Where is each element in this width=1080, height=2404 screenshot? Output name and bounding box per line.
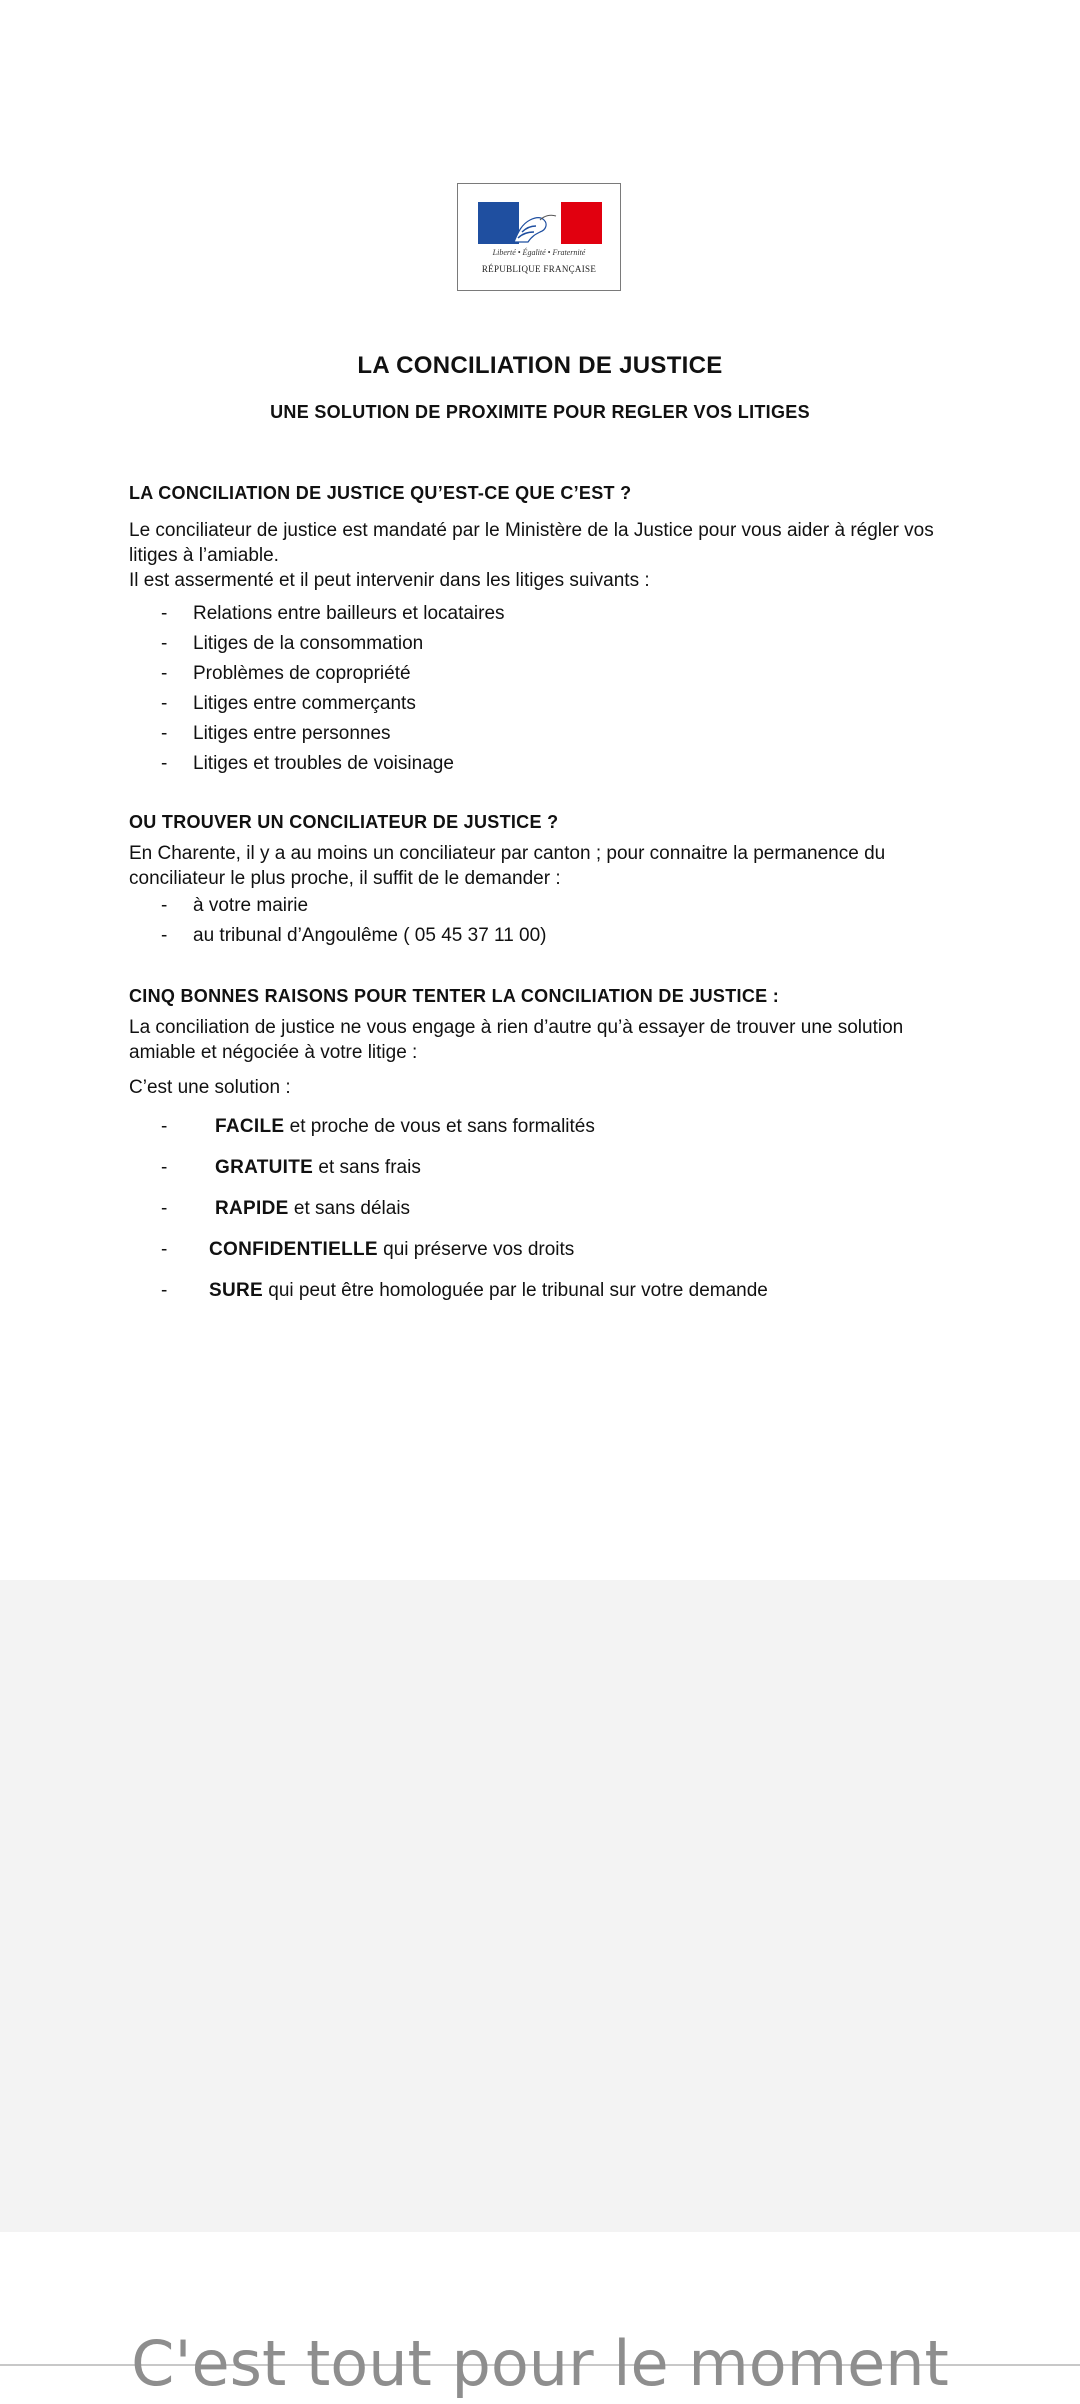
dash-bullet: - xyxy=(161,1157,168,1178)
list-item-text: Relations entre bailleurs et locataires xyxy=(193,603,505,624)
section-heading-what: LA CONCILIATION DE JUSTICE QU’EST-CE QUE C’EST ? xyxy=(129,483,632,503)
reason-keyword: SURE xyxy=(209,1280,263,1301)
marianne-flag-icon xyxy=(478,202,602,244)
list-item xyxy=(129,1147,949,1188)
list-item xyxy=(129,1188,949,1229)
section-paragraph: Il est assermenté et il peut intervenir dans les litiges suivants : xyxy=(129,570,650,591)
locations-list xyxy=(129,891,949,951)
dash-bullet: - xyxy=(161,1280,168,1301)
republique-francaise-logo xyxy=(457,183,621,291)
reason-text: et sans délais xyxy=(288,1198,411,1219)
reason-text: et sans frais xyxy=(313,1157,421,1178)
section-heading-reasons: CINQ BONNES RAISONS POUR TENTER LA CONCILIATION DE JUSTICE : xyxy=(129,986,780,1006)
list-item xyxy=(129,1270,949,1311)
reason-keyword: RAPIDE xyxy=(215,1198,289,1219)
page-subtitle: UNE SOLUTION DE PROXIMITE POUR REGLER VOS LITIGES xyxy=(270,402,810,422)
list-item-text: Litiges et troubles de voisinage xyxy=(193,753,454,774)
list-item-text: au tribunal d’Angoulême ( 05 45 37 11 00) xyxy=(193,925,547,946)
document-content xyxy=(129,478,949,1311)
section-paragraph: Le conciliateur de justice est mandaté par le Ministère de la Justice pour vous aider à régler vos litiges à l’amiable. xyxy=(129,520,934,566)
dash-bullet: - xyxy=(161,633,168,654)
section-paragraph: C’est une solution : xyxy=(129,1077,291,1098)
list-item xyxy=(129,599,949,629)
list-item xyxy=(129,1106,949,1147)
section-paragraph: La conciliation de justice ne vous engage à rien d’autre qu’à essayer de trouver une solution amiable et négociée à votre litige : xyxy=(129,1017,904,1063)
list-item xyxy=(129,921,949,951)
reason-text: qui peut être homologuée par le tribunal sur votre demande xyxy=(263,1280,768,1301)
reason-keyword: GRATUITE xyxy=(215,1157,314,1178)
list-item xyxy=(129,689,949,719)
list-item-text: Litiges entre commerçants xyxy=(193,693,416,714)
dash-bullet: - xyxy=(161,693,168,714)
list-item xyxy=(129,659,949,689)
section-heading-where: OU TROUVER UN CONCILIATEUR DE JUSTICE ? xyxy=(129,812,559,832)
reason-keyword: FACILE xyxy=(215,1116,285,1137)
dash-bullet: - xyxy=(161,723,168,744)
list-item-text: Litiges de la consommation xyxy=(193,633,424,654)
end-of-content-area xyxy=(0,2232,1080,2400)
section-paragraph: En Charente, il y a au moins un conciliateur par canton ; pour connaitre la permanence du conciliateur le plus proche, il suffit de le demander : xyxy=(129,843,886,889)
logo-republique-label: RÉPUBLIQUE FRANÇAISE xyxy=(481,264,597,274)
list-item xyxy=(129,719,949,749)
list-item-text: Problèmes de copropriété xyxy=(193,663,411,684)
page-title: LA CONCILIATION DE JUSTICE xyxy=(357,352,723,379)
reason-text: qui préserve vos droits xyxy=(377,1239,575,1260)
litiges-list xyxy=(129,599,949,779)
dash-bullet: - xyxy=(161,603,168,624)
reasons-list xyxy=(129,1106,949,1311)
dash-bullet: - xyxy=(161,663,168,684)
list-item xyxy=(129,749,949,779)
dash-bullet: - xyxy=(161,1239,168,1260)
dash-bullet: - xyxy=(161,1116,168,1137)
list-item xyxy=(129,629,949,659)
reason-text: et proche de vous et sans formalités xyxy=(284,1116,595,1137)
logo-motto: Liberté • Égalité • Fraternité xyxy=(492,248,586,257)
end-of-content-message: C'est tout pour le moment xyxy=(131,2327,949,2400)
list-item xyxy=(129,1229,949,1270)
reason-keyword: CONFIDENTIELLE xyxy=(209,1239,378,1260)
page-gap-background xyxy=(0,1580,1080,2232)
dash-bullet: - xyxy=(161,753,168,774)
dash-bullet: - xyxy=(161,1198,168,1219)
list-item-text: Litiges entre personnes xyxy=(193,723,391,744)
dash-bullet: - xyxy=(161,895,168,916)
list-item xyxy=(129,891,949,921)
list-item-text: à votre mairie xyxy=(193,895,309,916)
dash-bullet: - xyxy=(161,925,168,946)
